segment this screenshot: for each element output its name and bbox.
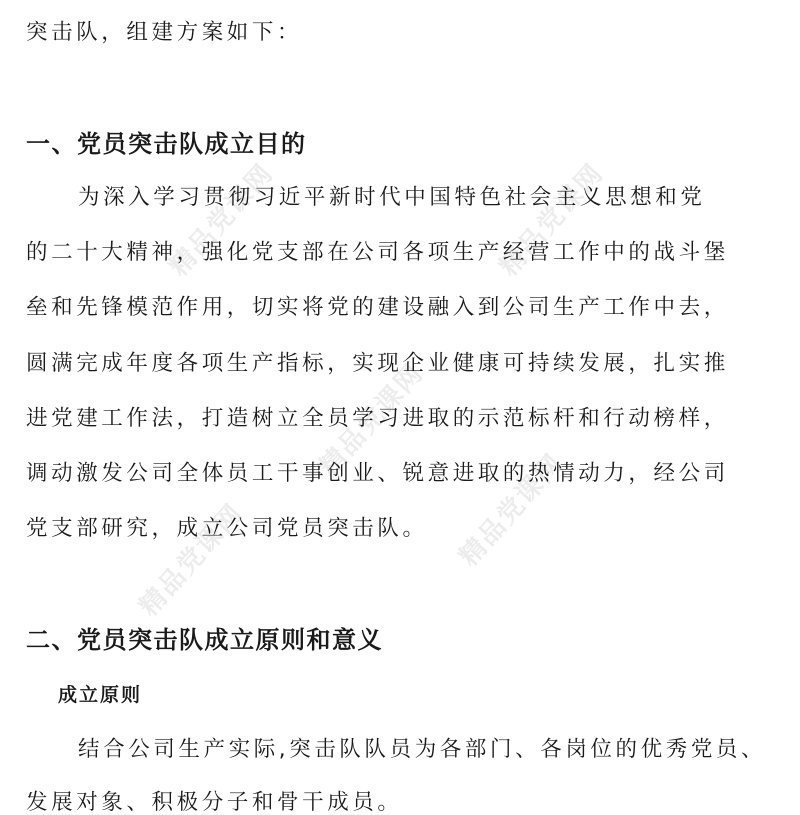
section1-heading: 一、党员突击队成立目的	[26, 130, 307, 158]
intro-line: 突击队，组建方案如下：	[26, 20, 303, 45]
section1-paragraph-line: 进党建工作法，打造树立全员学习进取的示范标杆和行动榜样，	[26, 406, 729, 431]
section1-paragraph-line: 的二十大精神，强化党支部在公司各项生产经营工作中的战斗堡	[26, 240, 729, 265]
section1-paragraph-line: 为深入学习贯彻习近平新时代中国特色社会主义思想和党	[78, 185, 706, 210]
section2-subheading: 成立原则	[58, 684, 143, 706]
section1-paragraph-line: 垒和先锋模范作用，切实将党的建设融入到公司生产工作中去，	[26, 295, 729, 320]
watermark-text: 精品党课网	[163, 158, 280, 283]
section1-paragraph-line: 圆满完成年度各项生产指标，实现企业健康可持续发展，扎实推	[26, 351, 729, 376]
section2-paragraph-line: 结合公司生产实际,突击队队员为各部门、各岗位的优秀党员、	[78, 737, 767, 762]
watermark-text: 精品党课网	[493, 158, 610, 283]
section2-paragraph-line: 发展对象、积极分子和骨干成员。	[26, 790, 403, 815]
watermark-text: 精品党课网	[453, 448, 570, 573]
watermark-text: 精品党课网	[313, 358, 430, 483]
watermark-text: 精品党课网	[133, 498, 250, 623]
section1-paragraph-line: 调动激发公司全体员工干事创业、锐意进取的热情动力，经公司	[26, 461, 729, 486]
section2-heading: 二、党员突击队成立原则和意义	[26, 626, 383, 654]
section1-paragraph-line: 党支部研究，成立公司党员突击队。	[26, 516, 428, 541]
